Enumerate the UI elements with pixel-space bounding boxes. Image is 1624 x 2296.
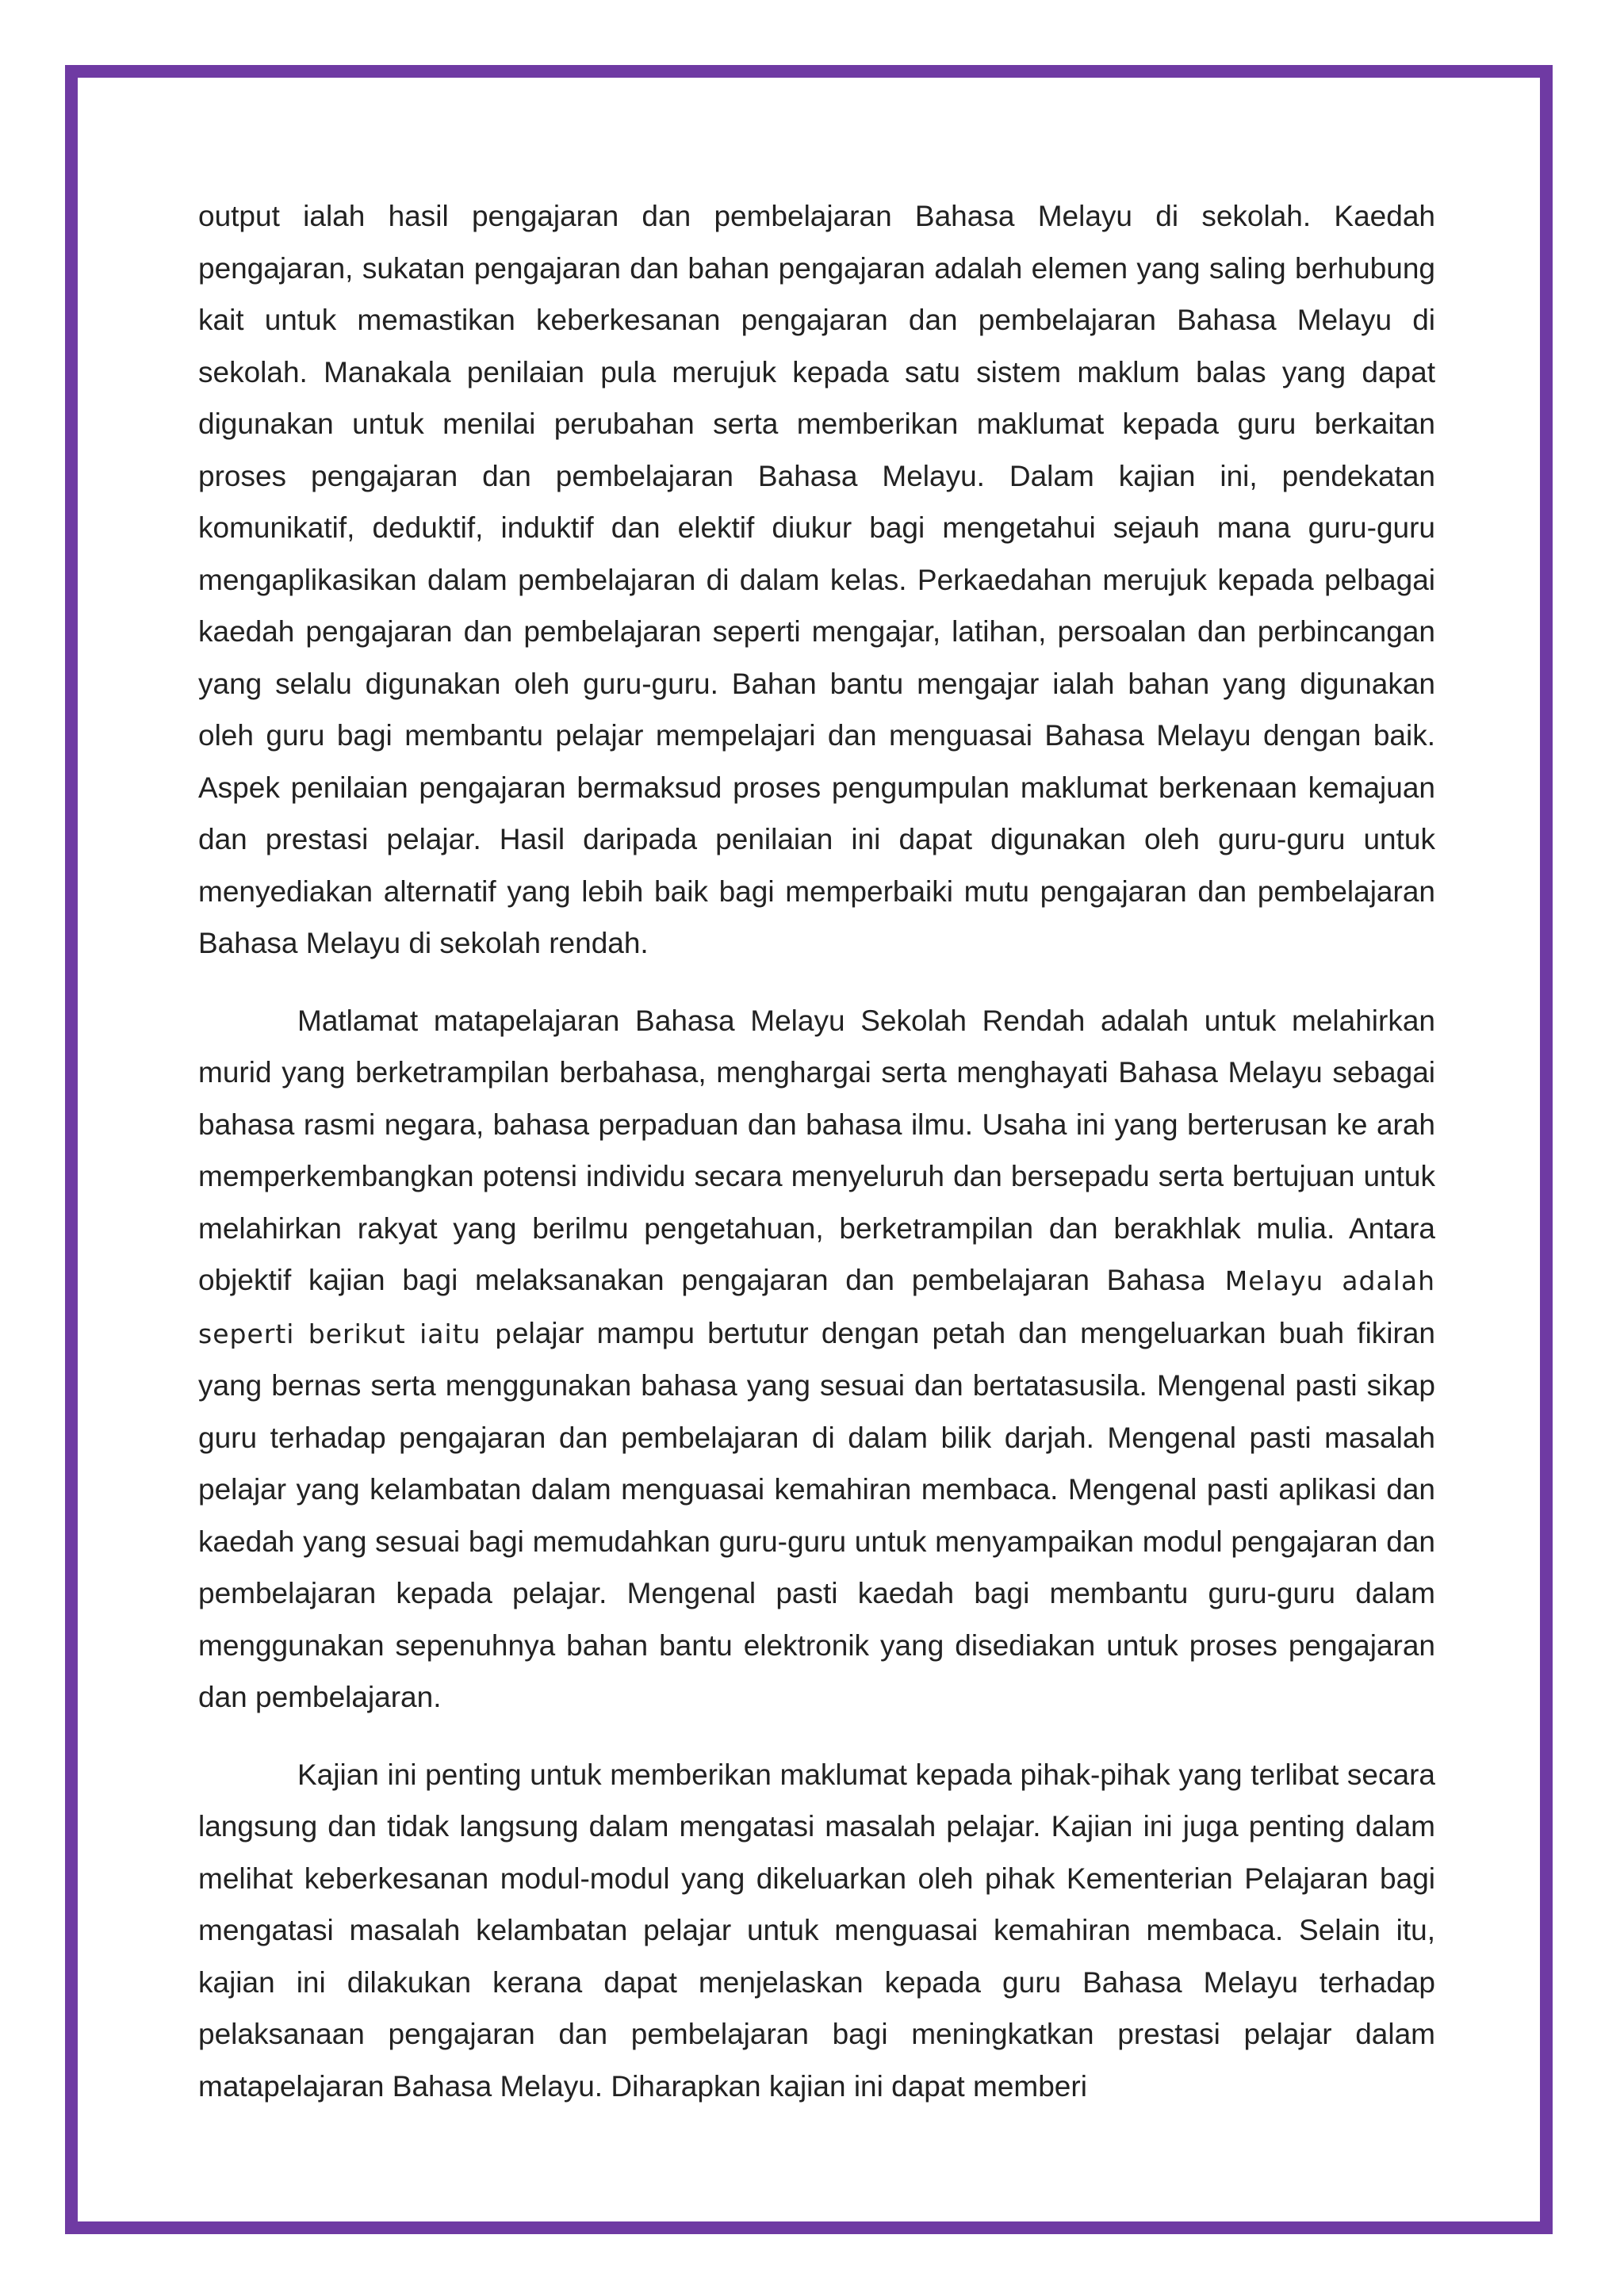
paragraph-3: Kajian ini penting untuk memberikan maklumat kepada pihak-pihak yang terlibat secara langsung dan tidak langsung dalam mengatasi masalah pelajar. Kajian ini juga penting dalam melihat keberkesanan modul-modul yang dikeluarkan oleh pihak Kementerian Pelajaran bagi mengatasi masalah kelambatan pelajar untuk menguasai kemahiran membaca. Selain itu, kajian ini dilakukan kerana dapat menjelaskan kepada guru Bahasa Melayu terhadap pelaksanaan pengajaran dan pembelajaran bagi meningkatkan prestasi pelajar dalam matapelajaran Bahasa Melayu. Diharapkan kajian ini dapat memberi [198,1758,1435,2103]
paragraph-2-part-c: elajar mampu bertutur dengan petah dan mengeluarkan buah fikiran yang bernas serta menggunakan bahasa yang sesuai dan bertatasusila. Mengenal pasti sikap guru terhadap pengajaran dan pembelajaran di dalam bilik darjah. Mengenal pasti masalah pelajar yang kelambatan dalam menguasai kemahiran membaca. Mengenal pasti aplikasi dan kaedah yang sesuai bagi memudahkan guru-guru untuk menyampaikan modul pengajaran dan pembelajaran kepada pelajar. Mengenal pasti kaedah bagi membantu guru-guru dalam menggunakan sepenuhnya bahan bantu elektronik yang disediakan untuk proses pengajaran dan pembelajaran. [198,1316,1435,1713]
paragraph-2-part-a: Matlamat matapelajaran Bahasa Melayu Sekolah Rendah adalah untuk melahirkan murid yang berketrampilan berbahasa, menghargai serta menghayati Bahasa Melayu sebagai bahasa rasmi negara, bahasa perpaduan dan bahasa ilmu. Usaha ini yang berterusan ke arah memperkembangkan potensi individu secara menyeluruh dan bersepadu serta bertujuan untuk melahirkan rakyat yang berilmu pengetahuan, berketrampilan dan berakhlak mulia. Antara objektif kajian bagi melaksanakan pengajaran dan pembelajaran Bahas [198,1004,1435,1296]
document-body [198,190,1435,2112]
paragraph-1: output ialah hasil pengajaran dan pembelajaran Bahasa Melayu di sekolah. Kaedah pengajaran, sukatan pengajaran dan bahan pengajaran adalah elemen yang saling berhubung kait untuk memastikan keberkesanan pengajaran dan pembelajaran Bahasa Melayu di sekolah. Manakala penilaian pula merujuk kepada satu sistem maklum balas yang dapat digunakan untuk menilai perubahan serta memberikan maklumat kepada guru berkaitan proses pengajaran dan pembelajaran Bahasa Melayu. Dalam kajian ini, pendekatan komunikatif, deduktif, induktif dan elektif diukur bagi mengetahui sejauh mana guru-guru mengaplikasikan dalam pembelajaran di dalam kelas. Perkaedahan merujuk kepada pelbagai kaedah pengajaran dan pembelajaran seperti mengajar, latihan, persoalan dan perbincangan yang selalu digunakan oleh guru-guru. Bahan bantu mengajar ialah bahan yang digunakan oleh guru bagi membantu pelajar mempelajari dan menguasai Bahasa Melayu dengan baik. Aspek penilaian pengajaran bermaksud proses pengumpulan maklumat berkenaan kemajuan dan prestasi pelajar. Hasil daripada penilaian ini dapat digunakan oleh guru-guru untuk menyediakan alternatif yang lebih baik bagi memperbaiki mutu pengajaran dan pembelajaran Bahasa Melayu di sekolah rendah. [198,200,1435,959]
paragraph-2-part-b: a Melayu adalah seperti berikut iaitu p [198,1265,1435,1349]
paragraph-2 [198,995,1435,1724]
